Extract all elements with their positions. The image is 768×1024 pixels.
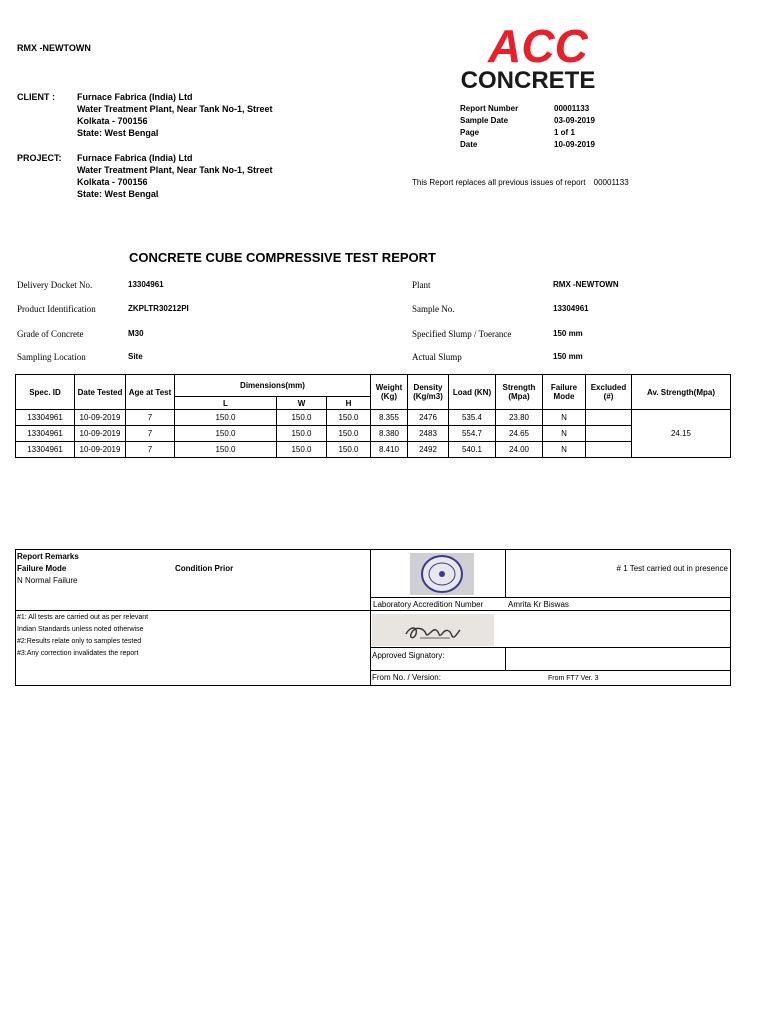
report-info-label: Sample Date xyxy=(460,116,509,125)
remarks-divider-left xyxy=(15,610,371,611)
condition-prior-label: Condition Prior xyxy=(175,564,234,573)
remarks-divider xyxy=(370,610,730,611)
cell-age: 7 xyxy=(126,410,175,426)
cell-w: 150.0 xyxy=(277,410,327,426)
col-header-w: W xyxy=(277,397,327,410)
report-info-row xyxy=(460,104,595,116)
failure-mode-value: N Normal Failure xyxy=(17,576,78,585)
col-header-load: Load (KN) xyxy=(449,375,496,410)
cell-l: 150.0 xyxy=(175,410,277,426)
test-results-table xyxy=(15,374,731,458)
details-right-label: Actual Slump xyxy=(412,352,462,362)
remarks-note: #1: All tests are carried out as per relevant xyxy=(17,614,149,621)
replaces-note xyxy=(412,178,629,187)
cell-failure: N xyxy=(543,442,586,458)
client-line: Water Treatment Plant, Near Tank No-1, Street xyxy=(77,104,273,114)
report-info xyxy=(460,104,595,152)
report-info-label: Report Number xyxy=(460,104,519,113)
test-presence-note: # 1 Test carried out in presence xyxy=(616,564,728,573)
logo-acc-text: ACC xyxy=(488,20,588,72)
acc-logo-graphic xyxy=(450,18,625,98)
report-info-label: Date xyxy=(460,140,478,149)
col-header-l: L xyxy=(175,397,277,410)
table-row xyxy=(16,410,731,426)
replaces-note-number: 00001133 xyxy=(593,178,629,187)
details-left-value: Site xyxy=(128,352,143,361)
accreditation-label: Laboratory Accredition Number xyxy=(373,600,484,609)
remarks-divider xyxy=(370,647,730,648)
details-right-value: 150 mm xyxy=(553,352,583,361)
cell-failure: N xyxy=(543,410,586,426)
remarks-note: #2:Results relate only to samples tested xyxy=(17,638,142,645)
client-address xyxy=(77,91,273,139)
col-header-date-tested: Date Tested xyxy=(75,375,126,410)
project-line: Furnace Fabrica (India) Ltd xyxy=(77,153,193,163)
cell-weight: 8.410 xyxy=(371,442,408,458)
report-info-row xyxy=(460,116,595,128)
report-info-value: 10-09-2019 xyxy=(554,140,595,149)
report-title: CONCRETE CUBE COMPRESSIVE TEST REPORT xyxy=(129,250,436,265)
table-row xyxy=(16,426,731,442)
acc-logo xyxy=(450,18,625,98)
cell-weight: 8.380 xyxy=(371,426,408,442)
client-line: State: West Bengal xyxy=(77,128,159,138)
details-right-value: RMX -NEWTOWN xyxy=(553,280,619,289)
report-info-value: 03-09-2019 xyxy=(554,116,595,125)
details-right-label: Sample No. xyxy=(412,304,455,314)
details-right-label: Specified Slump / Toerance xyxy=(412,329,512,339)
col-header-failure: Failure Mode xyxy=(543,375,586,410)
failure-mode-label: Failure Mode xyxy=(17,564,67,573)
details-left-label: Product Identification xyxy=(17,304,96,314)
remarks-divider-vertical xyxy=(370,549,371,685)
details-left-value: ZKPLTR30212PI xyxy=(128,304,189,313)
client-line: Furnace Fabrica (India) Ltd xyxy=(77,92,193,102)
form-version-label: From No. / Version: xyxy=(372,673,441,682)
remarks-divider xyxy=(370,670,730,671)
cell-w: 150.0 xyxy=(277,442,327,458)
cell-density: 2492 xyxy=(408,442,449,458)
col-header-excluded: Excluded (#) xyxy=(586,375,632,410)
logo-concrete-text: CONCRETE xyxy=(460,67,596,94)
cell-density: 2483 xyxy=(408,426,449,442)
cell-strength: 23.80 xyxy=(496,410,543,426)
client-label: CLIENT : xyxy=(17,92,55,102)
remarks-note: Indian Standards unless noted otherwise xyxy=(17,626,144,633)
cell-density: 2476 xyxy=(408,410,449,426)
cell-h: 150.0 xyxy=(327,442,371,458)
remarks-divider-vertical-top xyxy=(505,549,506,597)
cell-strength: 24.65 xyxy=(496,426,543,442)
project-address xyxy=(77,152,273,200)
cell-date: 10-09-2019 xyxy=(75,442,126,458)
cell-excluded xyxy=(586,426,632,442)
cell-l: 150.0 xyxy=(175,426,277,442)
details-right-label: Plant xyxy=(412,280,431,290)
col-header-h: H xyxy=(327,397,371,410)
cell-weight: 8.355 xyxy=(371,410,408,426)
cell-load: 554.7 xyxy=(449,426,496,442)
cell-age: 7 xyxy=(126,442,175,458)
cell-load: 540.1 xyxy=(449,442,496,458)
project-label: PROJECT: xyxy=(17,153,62,163)
col-header-avg-strength: Av. Strength(Mpa) xyxy=(632,375,731,410)
table-row xyxy=(16,442,731,458)
cell-w: 150.0 xyxy=(277,426,327,442)
cell-excluded xyxy=(586,442,632,458)
project-line: Kolkata - 700156 xyxy=(77,177,148,187)
signature-graphic xyxy=(372,614,494,646)
cell-spec-id: 13304961 xyxy=(16,442,75,458)
cell-spec-id: 13304961 xyxy=(16,410,75,426)
table-header-row xyxy=(16,375,731,397)
project-line: State: West Bengal xyxy=(77,189,159,199)
col-header-weight: Weight (Kg) xyxy=(371,375,408,410)
remarks-divider xyxy=(370,597,730,598)
remarks-divider-vertical-signatory xyxy=(505,647,506,670)
cell-load: 535.4 xyxy=(449,410,496,426)
remarks-notes xyxy=(17,614,148,662)
col-header-age: Age at Test xyxy=(126,375,175,410)
plant-header: RMX -NEWTOWN xyxy=(17,43,91,53)
stamp-seal-graphic xyxy=(410,553,474,595)
report-info-value: 1 of 1 xyxy=(554,128,575,137)
cell-date: 10-09-2019 xyxy=(75,426,126,442)
details-left-value: 13304961 xyxy=(128,280,164,289)
remarks-note: #3:Any correction invalidates the report xyxy=(17,650,139,657)
details-left-value: M30 xyxy=(128,329,144,338)
cell-h: 150.0 xyxy=(327,410,371,426)
col-header-strength: Strength (Mpa) xyxy=(496,375,543,410)
remarks-title: Report Remarks xyxy=(17,552,79,561)
accreditation-value: Amrita Kr Biswas xyxy=(508,600,569,609)
cell-avg-strength: 24.15 xyxy=(632,410,731,458)
details-right-value: 150 mm xyxy=(553,329,583,338)
details-right-value: 13304961 xyxy=(553,304,589,313)
report-info-label: Page xyxy=(460,128,480,137)
cell-excluded xyxy=(586,410,632,426)
report-info-row xyxy=(460,128,595,140)
col-header-spec-id: Spec. ID xyxy=(16,375,75,410)
cell-spec-id: 13304961 xyxy=(16,426,75,442)
form-version-value: From FT7 Ver. 3 xyxy=(548,675,599,682)
report-info-row xyxy=(460,140,595,152)
client-line: Kolkata - 700156 xyxy=(77,116,148,126)
col-header-density: Density (Kg/m3) xyxy=(408,375,449,410)
details-left-label: Grade of Concrete xyxy=(17,329,84,339)
lab-stamp xyxy=(410,553,474,595)
cell-strength: 24.00 xyxy=(496,442,543,458)
report-info-value: 00001133 xyxy=(554,104,590,113)
cell-date: 10-09-2019 xyxy=(75,410,126,426)
details-left-label: Sampling Location xyxy=(17,352,86,362)
replaces-note-text: This Report replaces all previous issues of report xyxy=(412,178,586,187)
cell-age: 7 xyxy=(126,426,175,442)
cell-failure: N xyxy=(543,426,586,442)
cell-h: 150.0 xyxy=(327,426,371,442)
col-header-dimensions: Dimensions(mm) xyxy=(175,375,371,397)
project-line: Water Treatment Plant, Near Tank No-1, Street xyxy=(77,165,273,175)
signature xyxy=(372,614,494,646)
approved-signatory-label: Approved Signatory: xyxy=(372,651,445,660)
details-left-label: Delivery Docket No. xyxy=(17,280,93,290)
cell-l: 150.0 xyxy=(175,442,277,458)
